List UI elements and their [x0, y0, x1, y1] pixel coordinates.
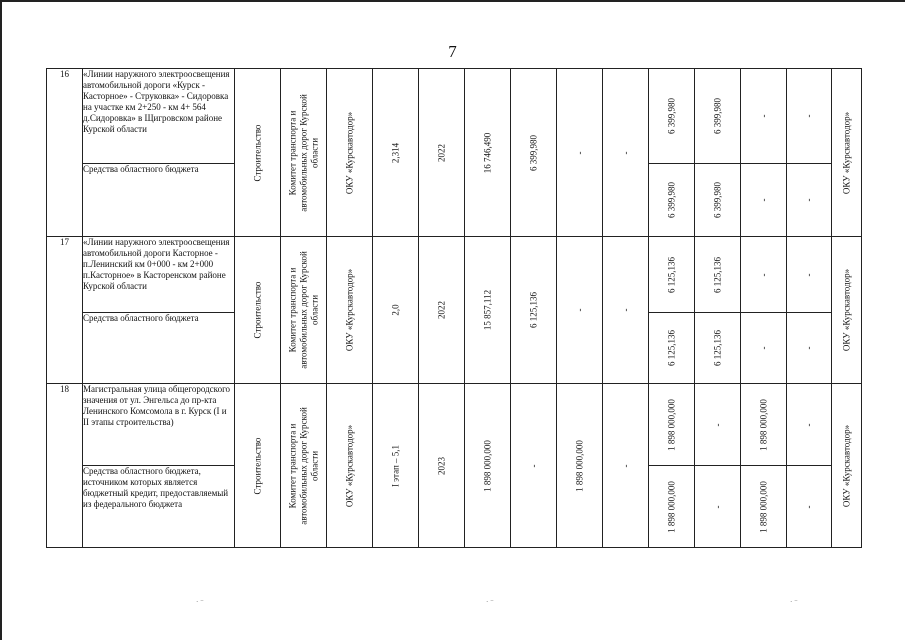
- amount-c2-top-cell-text: 6 125,136: [712, 256, 722, 293]
- table-row: [47, 237, 862, 313]
- executor-cell-text: ОКУ «Курскавтодор»: [841, 268, 851, 352]
- page-number: 7: [448, 42, 457, 61]
- customer-cell: [281, 69, 327, 237]
- cost-cell: [465, 69, 511, 237]
- volume-c-cell: [603, 384, 649, 548]
- customer-cell-text: Комитет транспорта и автомобильных дорог Курской области: [287, 93, 319, 212]
- volume-c-cell-text: -: [620, 151, 630, 154]
- capacity-cell: [373, 384, 419, 548]
- amount-c3-top-cell: [741, 69, 787, 164]
- amount-c4-top-cell: [787, 384, 832, 466]
- frame-left-line: [0, 0, 2, 640]
- amount-c1-top-cell-text: 1 898 000,000: [666, 398, 676, 451]
- table-row: [47, 69, 862, 164]
- volume-a-cell-text: -: [528, 464, 538, 467]
- amount-c1-top-cell: [649, 69, 695, 164]
- year-cell: [419, 384, 465, 548]
- amount-c2-top-cell-text: 6 399,980: [712, 98, 722, 134]
- amount-c3-bottom-cell-text: 1 898 000,000: [758, 480, 768, 533]
- amount-c1-bottom-cell: [649, 313, 695, 384]
- amount-c1-bottom-cell-text: 6 125,136: [666, 330, 676, 366]
- developer-cell-text: ОКУ «Курскавтодор»: [344, 268, 354, 352]
- developer-cell-text: ОКУ «Курскавтодор»: [344, 111, 354, 194]
- customer-cell: [281, 384, 327, 548]
- customer-cell: [281, 237, 327, 384]
- amount-c4-top-cell: [787, 69, 832, 164]
- object-name-cell: «Линии наружного электроосвещения автомобильной дороги Касторное - п.Ленинский км 0+000 - км 2+000 п.Касторное» в Касторенском районе Курской области: [83, 237, 235, 313]
- amount-c1-top-cell-text: 6 125,136: [666, 256, 676, 293]
- amount-c3-top-cell-text: -: [758, 114, 768, 118]
- volume-c-cell-text: -: [620, 464, 630, 467]
- executor-cell-text: ОКУ «Курскавтодор»: [841, 111, 851, 194]
- year-cell: [419, 237, 465, 384]
- amount-c4-bottom-cell: [787, 164, 832, 237]
- amount-c4-top-cell-text: -: [803, 273, 814, 276]
- year-cell: [419, 69, 465, 237]
- amount-c1-top-cell-text: 6 399,980: [666, 98, 676, 134]
- customer-cell-text: Комитет транспорта и автомобильных дорог Курской области: [287, 406, 319, 525]
- work-type-cell: [235, 384, 281, 548]
- amount-c2-top-cell: [695, 384, 741, 466]
- amount-c1-top-cell: [649, 237, 695, 313]
- work-type-cell: [235, 69, 281, 237]
- volume-b-cell: [557, 384, 603, 548]
- executor-cell: [832, 69, 862, 237]
- capacity-cell-text: 2,0: [390, 304, 400, 316]
- amount-c3-bottom-cell: [741, 313, 787, 384]
- developer-cell: [327, 69, 373, 237]
- capacity-cell-text: 2,314: [390, 142, 400, 163]
- work-type-cell-text: Строительство: [252, 437, 262, 494]
- amount-c2-top-cell: [695, 237, 741, 313]
- developer-cell: [327, 237, 373, 384]
- amount-c2-top-cell-text: -: [712, 423, 722, 426]
- executor-cell: [832, 384, 862, 548]
- amount-c4-top-cell-text: -: [803, 423, 814, 426]
- volume-a-cell: [511, 237, 557, 384]
- amount-c1-bottom-cell-text: 1 898 000,000: [666, 480, 676, 533]
- volume-a-cell-text: 6 399,980: [528, 134, 538, 171]
- row-number-cell: 18: [47, 384, 83, 548]
- year-cell-text: 2022: [436, 143, 446, 162]
- amount-c3-bottom-cell-text: -: [758, 198, 768, 202]
- volume-b-cell-text: 1 898 000,000: [574, 439, 584, 492]
- volume-c-cell: [603, 237, 649, 384]
- cost-cell-text: 15 857,112: [482, 289, 492, 331]
- executor-cell-text: ОКУ «Курскавтодор»: [841, 424, 851, 507]
- work-type-cell-text: Строительство: [252, 281, 262, 339]
- amount-c1-bottom-cell: [649, 466, 695, 548]
- amount-c4-bottom-cell-text: -: [803, 198, 814, 202]
- frame-top-line: [0, 0, 905, 2]
- amount-c2-bottom-cell-text: 6 399,980: [712, 182, 722, 218]
- amount-c4-bottom-cell: [787, 466, 832, 548]
- amount-c1-top-cell: [649, 384, 695, 466]
- funding-source-cell: Средства областного бюджета: [83, 313, 235, 384]
- amount-c4-top-cell-text: -: [803, 114, 814, 118]
- row-number-cell: 16: [47, 69, 83, 237]
- volume-c-cell: [603, 69, 649, 237]
- volume-a-cell: [511, 384, 557, 548]
- year-cell-text: 2023: [436, 456, 446, 475]
- amount-c3-top-cell-text: 1 898 000,000: [758, 398, 768, 451]
- object-name-cell: Магистральная улица общегородского значения от ул. Энгельса до пр-кта Ленинского Комсомола в г. Курск (I и II этапы строительства): [83, 384, 235, 466]
- work-type-cell-text: Строительство: [252, 124, 262, 181]
- scan-mark: · ⁻: [790, 598, 798, 606]
- amount-c4-bottom-cell: [787, 313, 832, 384]
- cost-cell-text: 16 746,490: [482, 132, 492, 173]
- amount-c2-bottom-cell: [695, 466, 741, 548]
- capacity-cell: [373, 237, 419, 384]
- executor-cell: [832, 237, 862, 384]
- capacity-cell-text: I этап – 5,1: [390, 444, 400, 487]
- row-number-cell: 17: [47, 237, 83, 384]
- amount-c4-bottom-cell-text: -: [803, 505, 814, 508]
- object-name-cell: «Линии наружного электроосвещения автомобильной дороги «Курск - Касторное» - Струковка» - Сидоровка на участке км 2+250 - км 4+ 564 д.Сидоровка» в Щигровском районе Курской области: [83, 69, 235, 164]
- table-row: [47, 384, 862, 466]
- work-type-cell: [235, 237, 281, 384]
- amount-c1-bottom-cell: [649, 164, 695, 237]
- volume-a-cell: [511, 69, 557, 237]
- cost-cell: [465, 237, 511, 384]
- funding-source-cell: Средства областного бюджета, источником которых является бюджетный кредит, предоставляемый из федерального бюджета: [83, 466, 235, 548]
- amount-c1-bottom-cell-text: 6 399,980: [666, 182, 676, 218]
- volume-b-cell-text: -: [574, 151, 584, 154]
- amount-c3-top-cell: [741, 384, 787, 466]
- amount-c2-bottom-cell-text: 6 125,136: [712, 330, 722, 366]
- developer-cell-text: ОКУ «Курскавтодор»: [344, 424, 354, 507]
- developer-cell: [327, 384, 373, 548]
- funding-source-cell: Средства областного бюджета: [83, 164, 235, 237]
- amount-c3-top-cell-text: -: [758, 273, 768, 276]
- scan-mark: · ⁻: [486, 598, 494, 606]
- volume-b-cell-text: -: [574, 308, 584, 312]
- volume-b-cell: [557, 69, 603, 237]
- volume-a-cell-text: 6 125,136: [528, 292, 538, 328]
- amount-c3-bottom-cell: [741, 164, 787, 237]
- customer-cell-text: Комитет транспорта и автомобильных дорог Курской области: [287, 251, 319, 369]
- volume-c-cell-text: -: [620, 308, 630, 312]
- amount-c2-bottom-cell: [695, 164, 741, 237]
- volume-b-cell: [557, 237, 603, 384]
- capacity-cell: [373, 69, 419, 237]
- amount-c3-bottom-cell: [741, 466, 787, 548]
- amount-c4-top-cell: [787, 237, 832, 313]
- amount-c2-bottom-cell: [695, 313, 741, 384]
- cost-cell: [465, 384, 511, 548]
- amount-c3-bottom-cell-text: -: [758, 346, 768, 350]
- amount-c2-bottom-cell-text: -: [712, 505, 722, 508]
- amount-c4-bottom-cell-text: -: [803, 346, 814, 350]
- cost-cell-text: 1 898 000,000: [482, 439, 492, 492]
- scan-mark: · ⁻: [196, 598, 204, 606]
- amount-c2-top-cell: [695, 69, 741, 164]
- amount-c3-top-cell: [741, 237, 787, 313]
- construction-objects-table: [46, 68, 862, 548]
- year-cell-text: 2022: [436, 301, 446, 319]
